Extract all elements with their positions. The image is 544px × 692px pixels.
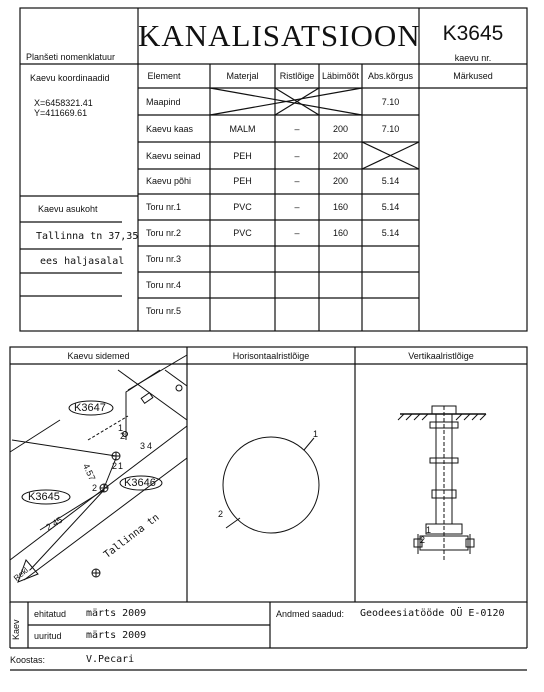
point-number: 1 — [118, 461, 124, 471]
table-cell-cross: – — [294, 228, 300, 238]
table-cell-element: Toru nr.2 — [146, 228, 182, 238]
table-cell-element: Kaevu seinad — [146, 151, 201, 161]
table-cell-height: 7.10 — [381, 97, 400, 107]
page-title: KANALISATSIOON — [138, 18, 421, 53]
point-number: 1 — [118, 423, 124, 433]
table-cell-cross: – — [294, 151, 300, 161]
table-cell-diameter: 160 — [332, 228, 349, 238]
col-header-diameter: Läbimõõt — [321, 71, 360, 81]
author-label: Koostas: — [10, 655, 46, 665]
point-number: 2 — [112, 461, 118, 471]
table-cell-cross: – — [294, 202, 300, 212]
well-code: K3645 — [442, 22, 504, 45]
table-cell-height: 5.14 — [381, 176, 400, 186]
table-cell-diameter: 200 — [332, 176, 349, 186]
table-cell-height: 5.14 — [381, 228, 400, 238]
table-cell-material: MALM — [229, 124, 256, 134]
location-line-2: ees haljasalal — [40, 256, 125, 267]
pipe-label-2: 2 — [218, 509, 224, 519]
well-label-k3646: K3646 — [124, 477, 156, 489]
table-cell-cross: – — [294, 176, 300, 186]
street-label: Tallinna tn — [102, 512, 162, 561]
corner-text: Rekl. — [12, 564, 32, 583]
col-header-height: Abs.kõrgus — [367, 71, 414, 81]
table-cell-element: Toru nr.5 — [146, 306, 182, 316]
table-cell-material: PVC — [233, 202, 252, 212]
well-label-k3645: K3645 — [28, 491, 60, 503]
col-header-material: Materjal — [226, 71, 259, 81]
data-source-value: Geodeesiatööde OÜ E-0120 — [360, 608, 505, 619]
table-cell-element: Toru nr.1 — [146, 202, 182, 212]
table-cell-material: PEH — [233, 176, 252, 186]
vertical-section-title: Vertikaalristlõige — [408, 351, 474, 361]
data-source-label: Andmed saadud: — [276, 609, 345, 619]
surveyed-label: uuritud — [34, 631, 62, 641]
col-header-cross: Ristlõige — [279, 71, 315, 81]
point-number: 2 — [120, 431, 126, 441]
well-label-k3647: K3647 — [74, 402, 106, 414]
table-cell-cross: – — [294, 124, 300, 134]
table-cell-material: PVC — [233, 228, 252, 238]
table-cell-diameter: 160 — [332, 202, 349, 212]
table-cell-height: 7.10 — [381, 124, 400, 134]
pipe-label-2: 2 — [420, 535, 426, 545]
table-cell-material: PEH — [233, 151, 252, 161]
coords-label: Kaevu koordinaadid — [30, 73, 110, 83]
col-header-notes: Märkused — [453, 71, 493, 81]
coord-y: Y=411669.61 — [34, 108, 88, 118]
table-cell-element: Toru nr.3 — [146, 254, 182, 264]
author-value: V.Pecari — [86, 654, 135, 665]
built-value: märts 2009 — [86, 608, 147, 619]
table-cell-diameter: 200 — [332, 124, 349, 134]
map-sheet-label: Planšeti nomenklatuur — [26, 52, 116, 62]
dimension-label: 4.57 — [80, 462, 98, 483]
table-cell-element: Kaevu põhi — [146, 176, 192, 186]
table-cell-element: Maapind — [146, 97, 181, 107]
table-cell-diameter: 200 — [332, 151, 349, 161]
surveyed-value: märts 2009 — [86, 630, 147, 641]
table-cell-element: Kaevu kaas — [146, 124, 194, 134]
well-code-label: kaevu nr. — [454, 53, 492, 63]
pipe-label-1: 1 — [313, 429, 319, 439]
location-label: Kaevu asukoht — [38, 204, 98, 214]
location-line-1: Tallinna tn 37,35 — [36, 231, 139, 242]
dimension-label: 2.45 — [44, 514, 65, 533]
point-number: 4 — [147, 441, 153, 451]
well-footer-label: Kaev — [11, 619, 21, 640]
table-cell-height: 5.14 — [381, 202, 400, 212]
pipe-label-1: 1 — [426, 525, 432, 535]
ties-title: Kaevu sidemed — [67, 351, 130, 361]
built-label: ehitatud — [34, 609, 67, 619]
point-number: 3 — [140, 441, 146, 451]
horizontal-section-title: Horisontaalristlõige — [232, 351, 310, 361]
coord-x: X=6458321.41 — [34, 98, 93, 108]
table-cell-element: Toru nr.4 — [146, 280, 182, 290]
point-number: 2 — [92, 483, 98, 493]
col-header-element: Element — [147, 71, 181, 81]
